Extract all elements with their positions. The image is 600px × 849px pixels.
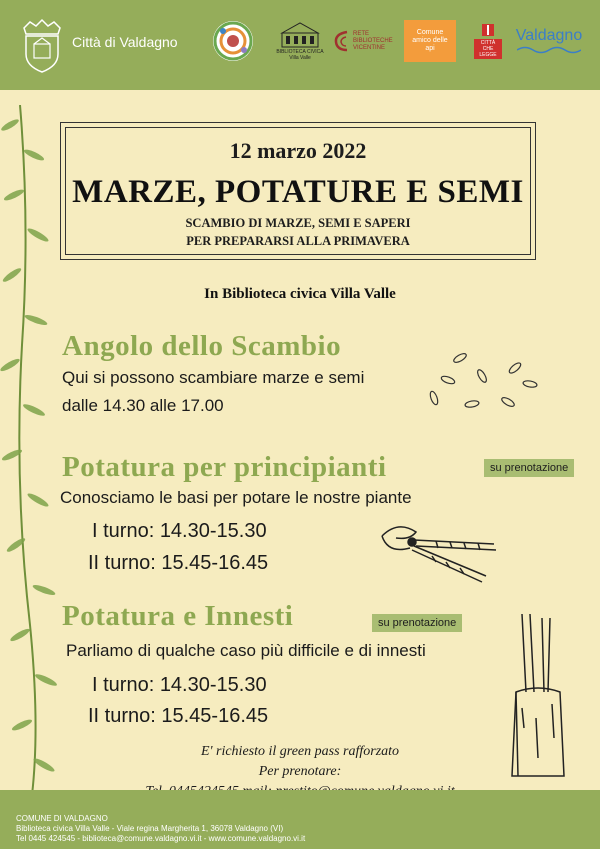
- valdagno-tourism-logo-text: Valdagno: [515, 27, 583, 44]
- city-name: Città di Valdagno: [72, 34, 178, 50]
- grafting-branch-icon: [508, 608, 568, 780]
- citta-che-legge-logo[interactable]: [474, 18, 502, 64]
- villa-building-icon: [276, 21, 324, 49]
- valdagno-tourism-logo[interactable]: [514, 18, 584, 64]
- pruning-shears-icon: [376, 518, 500, 592]
- principianti-turn1: I turno: 14.30-15.30: [92, 520, 267, 542]
- city-crest-icon: [20, 18, 64, 74]
- principianti-turn2: II turno: 15.45-16.45: [88, 552, 269, 574]
- rete-swirl-icon: [333, 28, 351, 54]
- seeds-icon: [420, 346, 550, 416]
- innesti-title: Potatura e Innesti: [62, 600, 294, 632]
- villa-valle-logo[interactable]: [272, 18, 328, 64]
- event-venue: In Biblioteca civica Villa Valle: [204, 286, 396, 302]
- book-icon: [481, 23, 495, 37]
- header-bar: [0, 0, 600, 90]
- event-date: 12 marzo 2022: [229, 138, 367, 163]
- seed-library-logo[interactable]: [210, 18, 256, 64]
- rete-biblioteche-logo-text: RETE BIBLIOTECHE VICENTINE: [353, 30, 393, 51]
- olive-branch-illustration: [0, 105, 60, 795]
- event-title: MARZE, POTATURE E SEMI: [72, 174, 524, 210]
- comune-amico-logo[interactable]: [404, 20, 456, 62]
- innesti-booking-badge: su prenotazione: [372, 614, 462, 632]
- footer-line3: Tel 0445 424545 - biblioteca@comune.valdagno.vi.it - www.comune.valdagno.vi.it: [16, 834, 306, 843]
- angolo-line1: Qui si possono scambiare marze e semi: [62, 368, 365, 387]
- principianti-title: Potatura per principianti: [62, 451, 387, 483]
- rete-biblioteche-logo[interactable]: [332, 18, 394, 64]
- seed-library-icon: [211, 19, 255, 63]
- green-pass-note: E' richiesto il green pass rafforzato: [200, 744, 400, 759]
- principianti-booking-badge: su prenotazione: [484, 459, 574, 477]
- innesti-description: Parliamo di qualche caso più difficile e di innesti: [66, 641, 426, 660]
- angolo-title: Angolo dello Scambio: [62, 330, 342, 362]
- principianti-description: Conosciamo le basi per potare le nostre piante: [60, 488, 412, 507]
- booking-label: Per prenotare:: [258, 764, 342, 779]
- event-subtitle-line1: SCAMBIO DI MARZE, SEMI E SAPERI: [185, 216, 411, 230]
- citta-che-legge-logo-text: CITTÀ CHE LEGGE: [474, 39, 502, 59]
- angolo-line2: dalle 14.30 alle 17.00: [62, 396, 224, 415]
- villa-valle-logo-text: BIBLIOTECA CIVICA Villa Valle: [276, 49, 324, 61]
- footer-line1: COMUNE DI VALDAGNO: [16, 814, 108, 823]
- footer-line2: Biblioteca civica Villa Valle - Viale regina Margherita 1, 36078 Valdagno (VI): [16, 824, 284, 833]
- innesti-turn1: I turno: 14.30-15.30: [92, 674, 267, 696]
- event-subtitle-line2: PER PREPARARSI ALLA PRIMAVERA: [186, 234, 410, 248]
- comune-amico-logo-text: Comune amico delle api: [412, 29, 448, 52]
- title-frame: [60, 122, 536, 260]
- footer-bar: [0, 790, 600, 849]
- innesti-turn2: II turno: 15.45-16.45: [88, 705, 269, 727]
- waves-icon: [517, 45, 581, 55]
